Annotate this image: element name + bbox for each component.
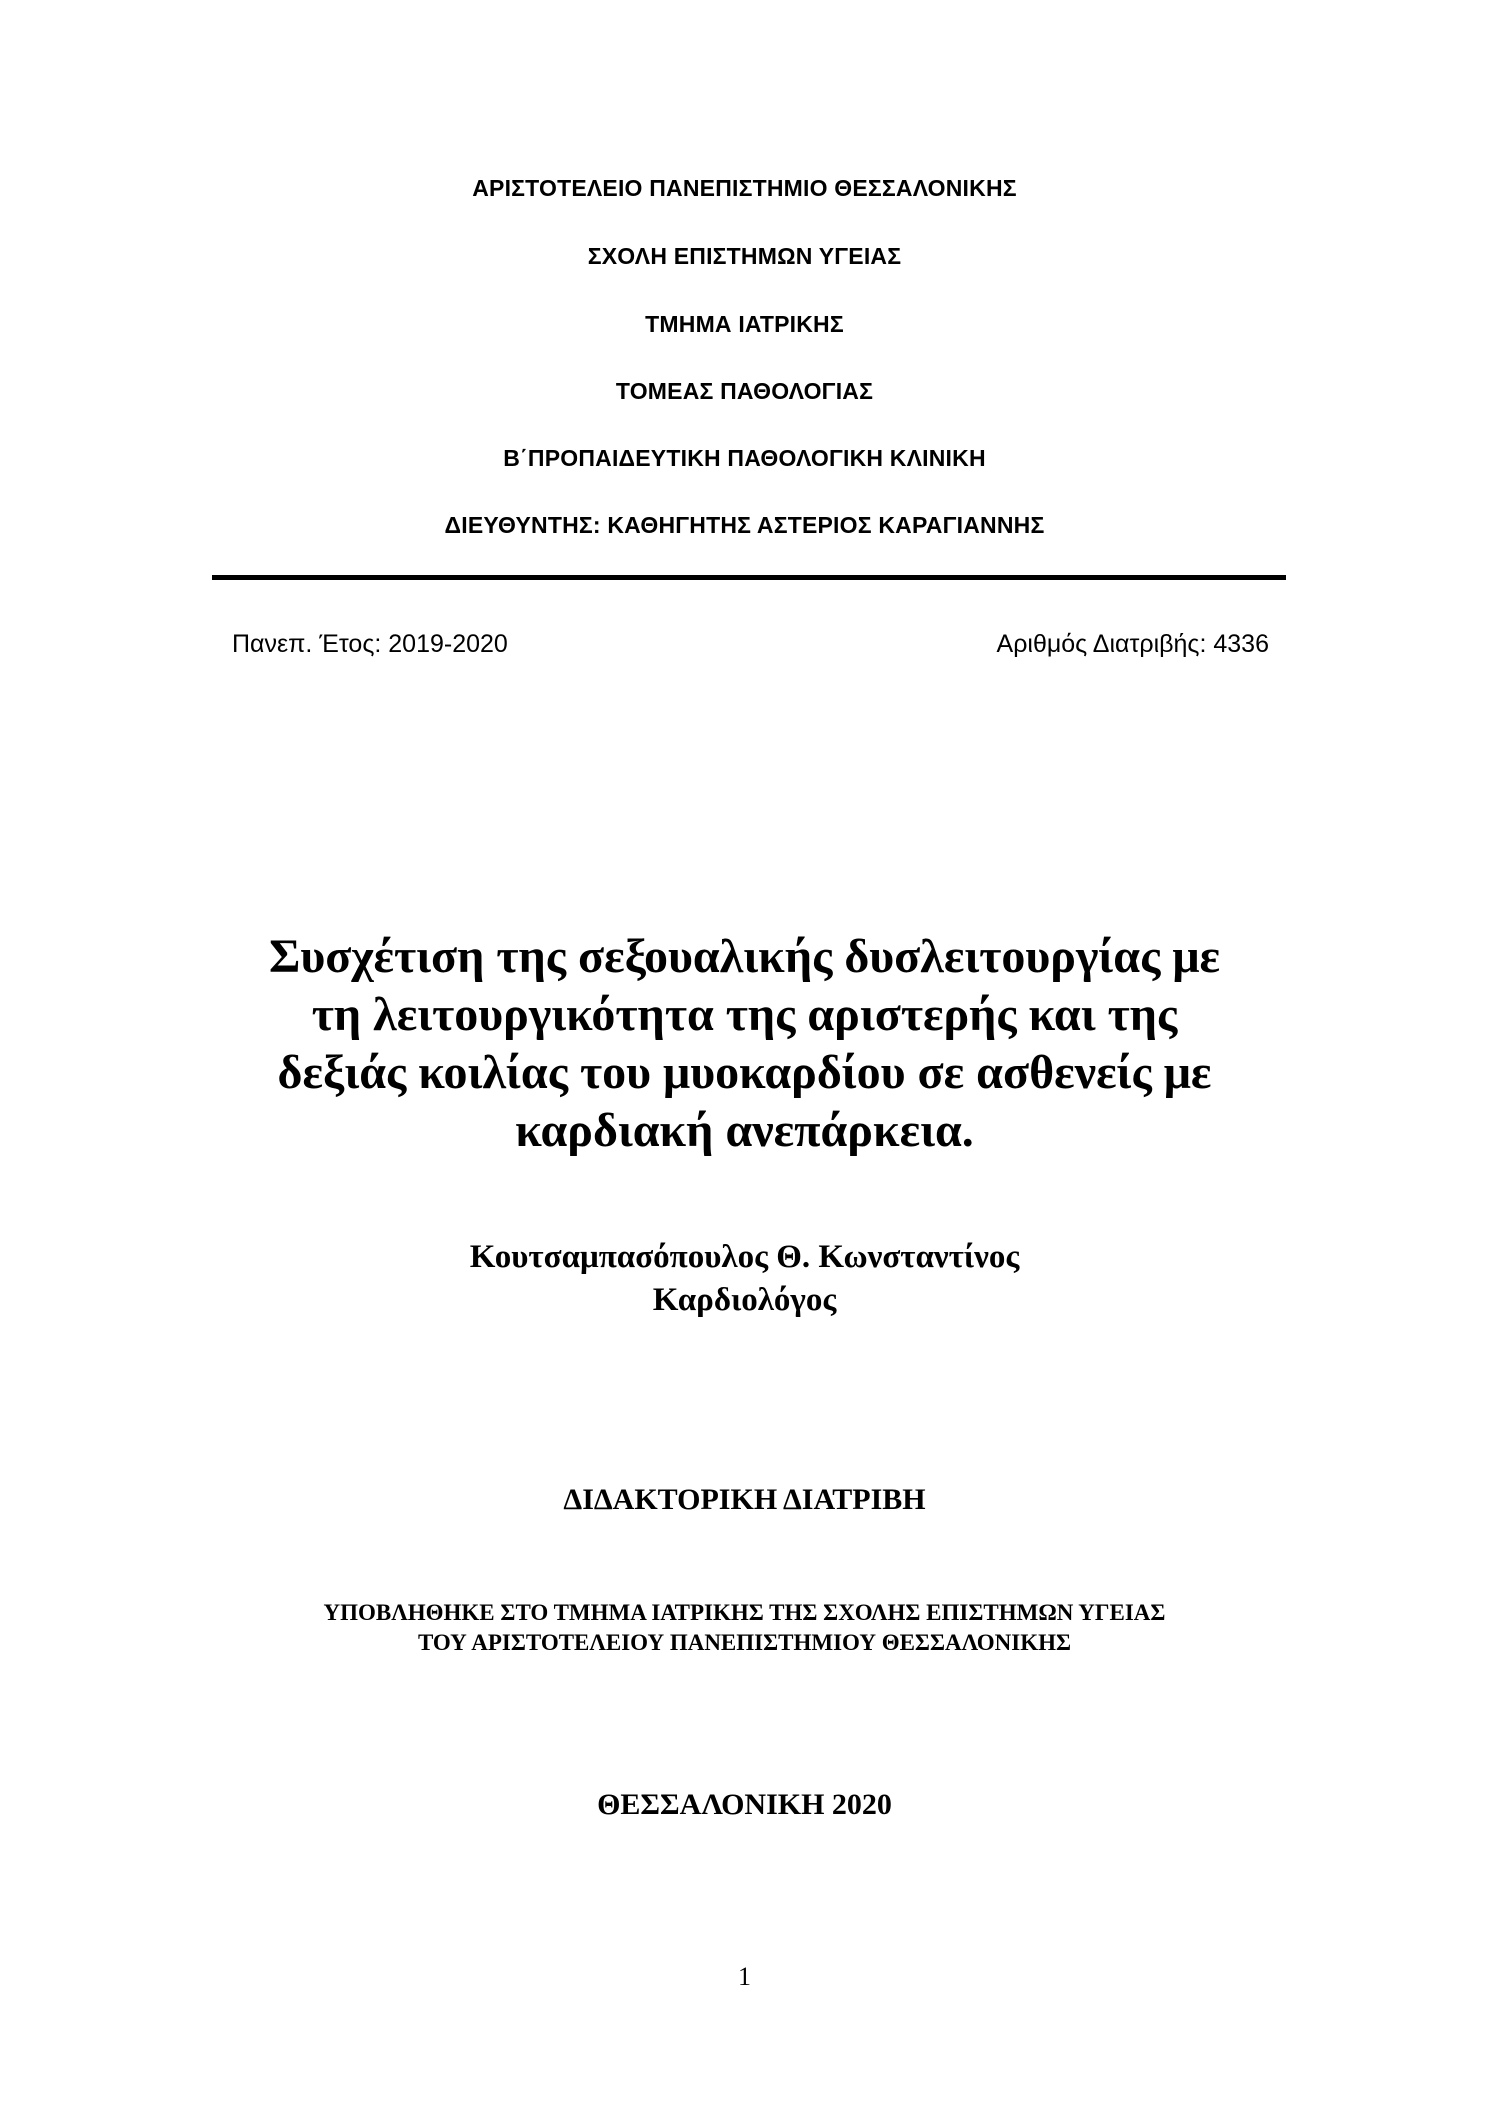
thesis-title-line-1: Συσχέτιση της σεξουαλικής δυσλειτουργίας με (268, 930, 1221, 983)
submission-line-1: ΥΠΟΒΛΗΘΗΚΕ ΣΤΟ ΤΜΗΜΑ ΙΑΤΡΙΚΗΣ ΤΗΣ ΣΧΟΛΗΣ ΕΠΙΣΤΗΜΩΝ ΥΓΕΙΑΣ (323, 1600, 1166, 1625)
thesis-title-line-3: δεξιάς κοιλίας του μυοκαρδίου σε ασθενείς με (277, 1046, 1212, 1099)
academic-year: Πανεπ. Έτος: 2019-2020 (232, 630, 508, 658)
thesis-title-line-2: τη λειτουργικότητα της αριστερής και της (311, 988, 1178, 1041)
author-name: Κουτσαμπασόπουλος Θ. Κωνσταντίνος (469, 1239, 1020, 1275)
thesis-number: Αριθμός Διατριβής: 4336 (996, 630, 1269, 658)
author-role: Καρδιολόγος (652, 1282, 837, 1318)
submission-line-2: ΤΟΥ ΑΡΙΣΤΟΤΕΛΕΙΟΥ ΠΑΝΕΠΙΣΤΗΜΙΟΥ ΘΕΣΣΑΛΟΝΙΚΗΣ (417, 1630, 1072, 1655)
sector-name: ΤΟΜΕΑΣ ΠΑΘΟΛΟΓΙΑΣ (615, 378, 874, 404)
school-name: ΣΧΟΛΗ ΕΠΙΣΤΗΜΩΝ ΥΓΕΙΑΣ (587, 243, 902, 269)
department-name: ΤΜΗΜΑ ΙΑΤΡΙΚΗΣ (645, 311, 844, 337)
director-line: ΔΙΕΥΘΥΝΤΗΣ: ΚΑΘΗΓΗΤΗΣ ΑΣΤΕΡΙΟΣ ΚΑΡΑΓΙΑΝΝΗΣ (444, 512, 1045, 538)
place-year: ΘΕΣΣΑΛΟΝΙΚΗ 2020 (597, 1788, 892, 1821)
university-name: ΑΡΙΣΤΟΤΕΛΕΙΟ ΠΑΝΕΠΙΣΤΗΜΙΟ ΘΕΣΣΑΛΟΝΙΚΗΣ (472, 175, 1017, 201)
page-number: 1 (738, 1962, 751, 1991)
document-type: ΔΙΔΑΚΤΟΡΙΚΗ ΔΙΑΤΡΙΒΗ (563, 1483, 926, 1516)
thesis-title-line-4: καρδιακή ανεπάρκεια. (515, 1104, 974, 1157)
clinic-name: Β΄ΠΡΟΠΑΙΔΕΥΤΙΚΗ ΠΑΘΟΛΟΓΙΚΗ ΚΛΙΝΙΚΗ (503, 445, 986, 471)
header-divider (212, 575, 1286, 580)
